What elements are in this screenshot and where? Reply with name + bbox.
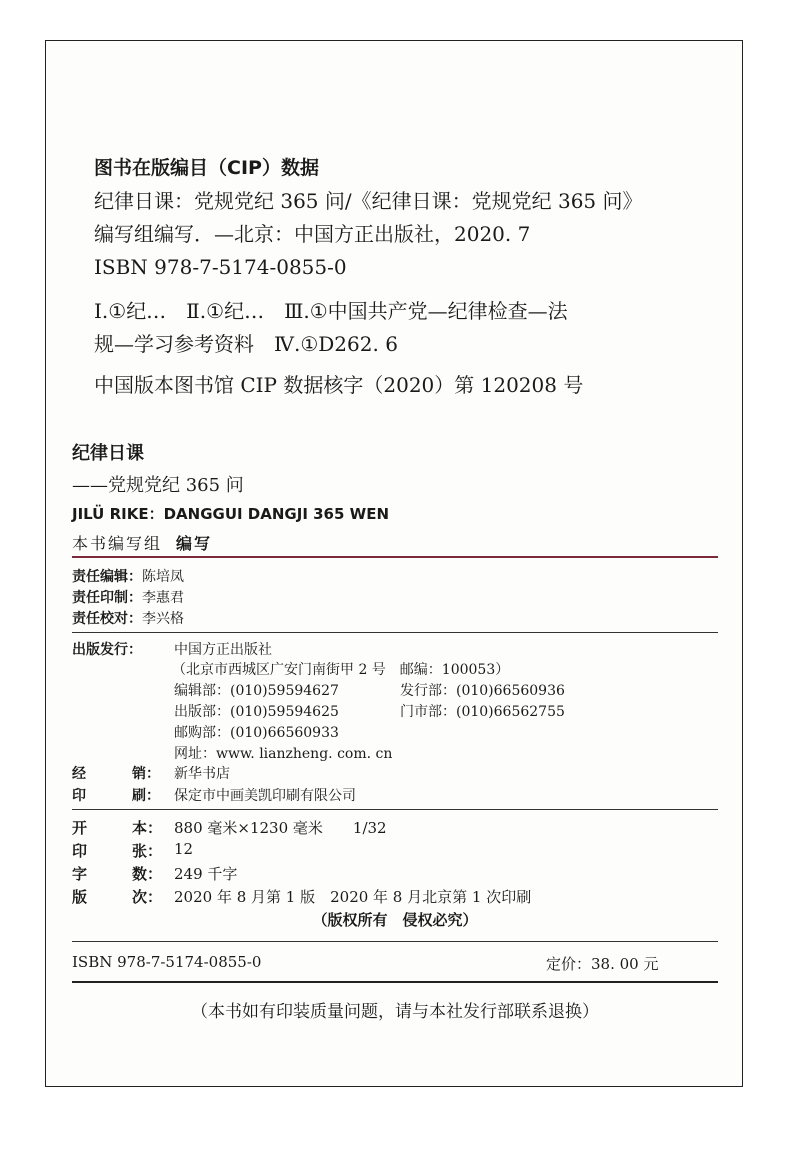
wordcount-label-a: 字 [72,865,88,883]
printer-value: 保定市中画美凯印刷有限公司 [174,788,356,804]
wordcount-label-b: 数： [132,865,163,883]
cip-classification-1: Ⅰ.①纪… Ⅱ.①纪… Ⅲ.①中国共产党—纪律检查—法 [94,299,568,323]
divider-2 [72,809,718,810]
editor-value: 陈培凤 [142,569,184,585]
editor-row [72,566,184,586]
print-manager-label: 责任印制： [72,590,142,606]
edition-label-a: 版 [72,888,88,906]
print-manager-value: 李惠君 [142,590,184,606]
price: 定价：38. 00 元 [546,955,659,973]
print-manager-row [72,587,184,607]
author-name: 本书编写组 [72,534,163,553]
divider-1 [72,632,718,633]
divider-4 [72,981,718,983]
sheets-value: 12 [174,840,194,858]
editor-label: 责任编辑： [72,569,142,585]
distributor-label-b: 销： [132,766,160,782]
copyright-notice: （版权所有 侵权必究） [312,911,478,929]
edit-dept-phone: 编辑部：(010)59594627 [174,683,339,699]
publisher-address: （北京市西城区广安门南街甲 2 号 邮编：100053） [172,662,510,678]
printer-label-b: 刷： [132,788,160,804]
edition-label-b: 次： [132,888,163,906]
sheets-label-a: 印 [72,842,88,860]
distributor-label-a: 经 [72,766,86,782]
pub-dept-phone: 出版部：(010)59594625 [174,704,339,720]
copyright-page [45,40,743,1087]
isbn-bottom: ISBN 978-7-5174-0855-0 [72,953,262,971]
wordcount-value: 249 千字 [174,865,238,883]
publisher-website: 网址：www. lianzheng. com. cn [174,746,393,762]
mail-dept-phone: 邮购部：(010)66560933 [174,725,339,741]
publisher-name: 中国方正出版社 [174,642,272,658]
cip-classification-2: 规—学习参考资料 Ⅳ.①D262. 6 [94,332,398,356]
cip-approval: 中国版本图书馆 CIP 数据核字（2020）第 120208 号 [94,373,584,397]
cip-isbn: ISBN 978-7-5174-0855-0 [94,255,347,279]
format-value: 880 毫米×1230 毫米 1/32 [174,819,387,837]
cip-heading: 图书在版编目（CIP）数据 [94,157,319,179]
book-author [72,531,212,554]
printer-label-a: 印 [72,788,86,804]
store-dept-phone: 门市部：(010)66562755 [400,704,565,720]
format-label-b: 本： [132,819,163,837]
proofreader-value: 李兴格 [142,611,184,627]
book-subtitle: ——党规党纪 365 问 [72,475,244,496]
return-notice: （本书如有印装质量问题，请与本社发行部联系退换） [191,1002,599,1022]
cip-line-2: 编写组编写．—北京：中国方正出版社，2020. 7 [94,222,531,246]
book-title: 纪律日课 [72,443,144,464]
proofreader-label: 责任校对： [72,611,142,627]
cip-line-1: 纪律日课：党规党纪 365 问/《纪律日课：党规党纪 365 问》 [94,189,643,213]
divider-3 [72,941,718,942]
issue-dept-phone: 发行部：(010)66560936 [400,683,565,699]
author-role: 编写 [176,534,213,553]
publisher-label: 出版发行： [72,642,142,658]
book-pinyin-title: JILÜ RIKE：DANGGUI DANGJI 365 WEN [72,505,389,523]
divider-red [72,556,718,558]
format-label-a: 开 [72,819,88,837]
proofreader-row [72,608,184,628]
distributor-value: 新华书店 [174,766,230,782]
edition-value: 2020 年 8 月第 1 版 2020 年 8 月北京第 1 次印刷 [174,888,532,906]
sheets-label-b: 张： [132,842,163,860]
